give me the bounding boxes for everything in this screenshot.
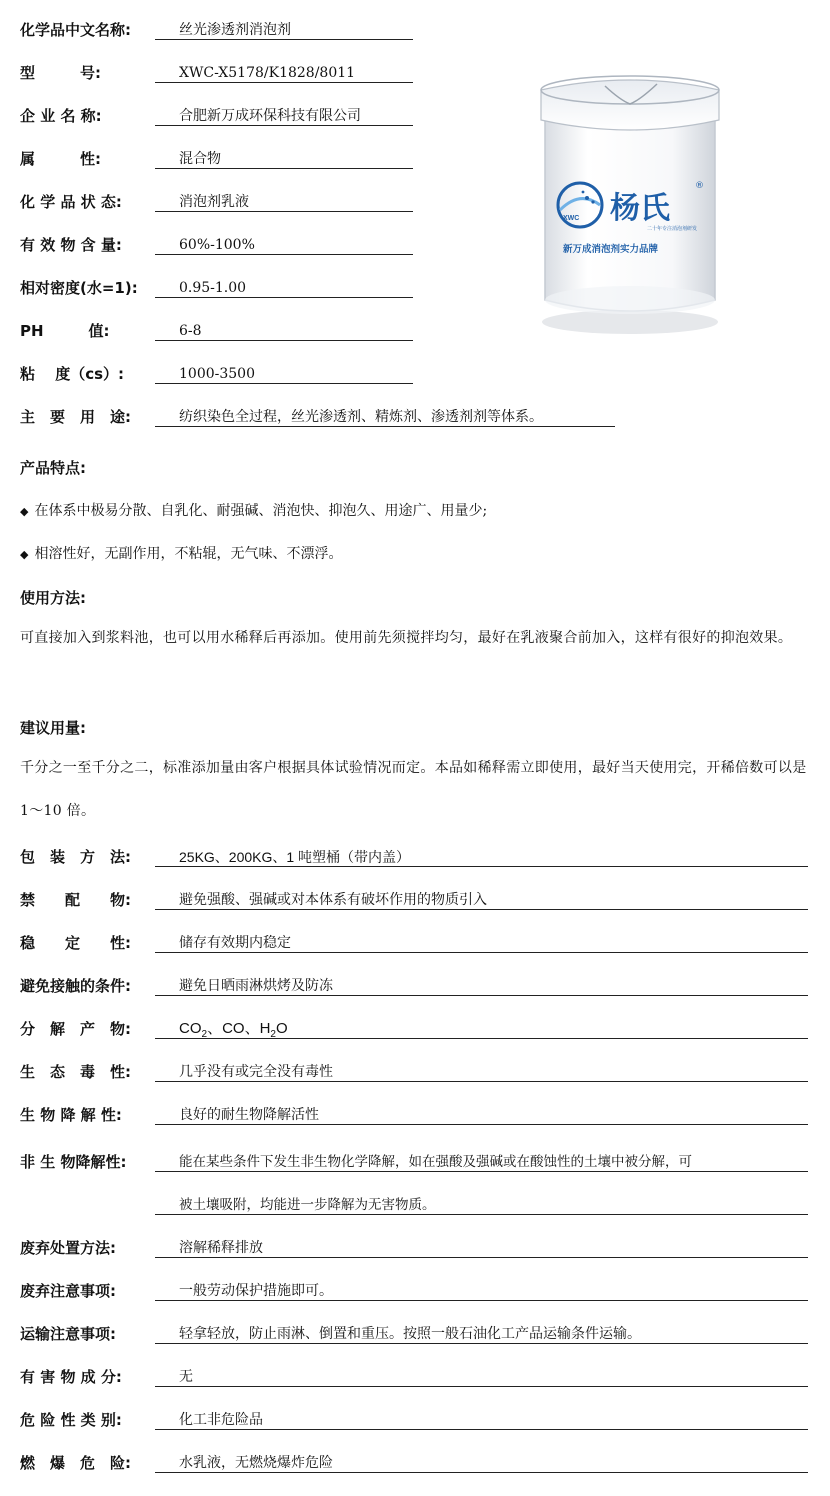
field-label: 包 装 方 法: [20, 848, 131, 866]
field-value: 能在某些条件下发生非生物化学降解，如在强酸及强碱或在酸蚀性的土壤中被分解，可 [155, 1147, 808, 1172]
feature-item [20, 500, 487, 520]
field-label: 化 学 品 状 态: [20, 193, 122, 211]
dosage-title: 建议用量: [20, 719, 86, 737]
field-value: 避免强酸、强碱或对本体系有破坏作用的物质引入 [155, 885, 808, 910]
field-label: 废弃处置方法: [20, 1239, 116, 1257]
field-label: 运输注意事项: [20, 1325, 116, 1343]
field-value: 丝光渗透剂消泡剂 [155, 15, 413, 40]
diamond-bullet-icon: ◆ [20, 505, 29, 518]
registered-mark: ® [695, 181, 704, 191]
field-value: 被土壤吸附，均能进一步降解为无害物质。 [155, 1190, 808, 1215]
field-label: 有 效 物 含 量: [20, 236, 122, 254]
field-value: 一般劳动保护措施即可。 [155, 1276, 808, 1301]
field-label: 稳 定 性: [20, 934, 131, 952]
usage-title: 使用方法: [20, 589, 86, 607]
field-value: $CO_2$、CO、$H_2O$ [155, 1014, 808, 1039]
field-label: 粘 度（cs）: [20, 365, 125, 383]
brand-name: 杨氏 [610, 191, 670, 226]
field-value: 1000-3500 [155, 359, 413, 384]
field-label: 废弃注意事项: [20, 1282, 116, 1300]
brand-small-text: 二十年专注消泡剂研发 [647, 226, 698, 232]
field-label: 属 性: [20, 150, 101, 168]
field-value: 良好的耐生物降解活性 [155, 1100, 808, 1125]
feature-text: 相溶性好，无副作用，不粘辊，无气味、不漂浮。 [34, 546, 343, 562]
field-value: 60%-100% [155, 230, 413, 255]
feature-item [20, 543, 342, 563]
field-label: 型 号: [20, 64, 101, 82]
field-value: 25KG、200KG、1 吨塑桶（带内盖） [155, 842, 808, 867]
field-value: 消泡剂乳液 [155, 187, 413, 212]
field-label: 化学品中文名称: [20, 21, 131, 39]
field-value: 避免日晒雨淋烘烤及防冻 [155, 971, 808, 996]
field-value: 混合物 [155, 144, 413, 169]
diamond-bullet-icon: ◆ [20, 548, 29, 561]
field-value: 轻拿轻放，防止雨淋、倒置和重压。按照一般石油化工产品运输条件运输。 [155, 1319, 808, 1344]
field-value: 6-8 [155, 316, 413, 341]
field-value: 0.95-1.00 [155, 273, 413, 298]
usage-text: 可直接加入到浆料池，也可以用水稀释后再添加。使用前先须搅拌均匀，最好在乳液聚合前加入，这样有很好的抑泡效果。 [20, 630, 793, 646]
field-value: 化工非危险品 [155, 1405, 808, 1430]
field-label: 危 险 性 类 别: [20, 1411, 122, 1429]
field-value: 储存有效期内稳定 [155, 928, 808, 953]
field-value: 溶解稀释排放 [155, 1233, 808, 1258]
field-label: 非 生 物降解性: [20, 1153, 127, 1171]
dosage-text: 千分之一至千分之二，标准添加量由客户根据具体试验情况而定。本品如稀释需立即使用，最好当天使用完，开稀倍数可以是 1～10 倍。 [20, 760, 807, 819]
field-label: 生 物 降 解 性: [20, 1106, 122, 1124]
brand-badge-text: XWC [563, 215, 580, 222]
product-beaker-image [535, 60, 725, 340]
field-label: 有 害 物 成 分: [20, 1368, 122, 1386]
field-label: 燃 爆 危 险: [20, 1454, 131, 1472]
field-value: 几乎没有或完全没有毒性 [155, 1057, 808, 1082]
features-title: 产品特点: [20, 459, 86, 477]
field-value: 水乳液，无燃烧爆炸危险 [155, 1448, 808, 1473]
field-label: PH 值: [20, 322, 110, 340]
field-label: 禁 配 物: [20, 891, 131, 909]
field-label: 生 态 毒 性: [20, 1063, 131, 1081]
field-label: 避免接触的条件: [20, 977, 131, 995]
field-label: 分 解 产 物: [20, 1020, 131, 1038]
field-label: 企 业 名 称: [20, 107, 102, 125]
field-value: XWC-X5178/K1828/8011 [155, 58, 413, 83]
field-label: 相对密度(水=1): [20, 279, 138, 297]
brand-tagline: 新万成消泡剂实力品牌 [563, 244, 659, 255]
field-value: 合肥新万成环保科技有限公司 [155, 101, 413, 126]
field-label: 主 要 用 途: [20, 408, 131, 426]
field-value: 无 [155, 1362, 808, 1387]
field-value: 纺织染色全过程，丝光渗透剂、精炼剂、渗透剂剂等体系。 [155, 402, 615, 427]
feature-text: 在体系中极易分散、自乳化、耐强碱、消泡快、抑泡久、用途广、用量少; [34, 503, 488, 519]
